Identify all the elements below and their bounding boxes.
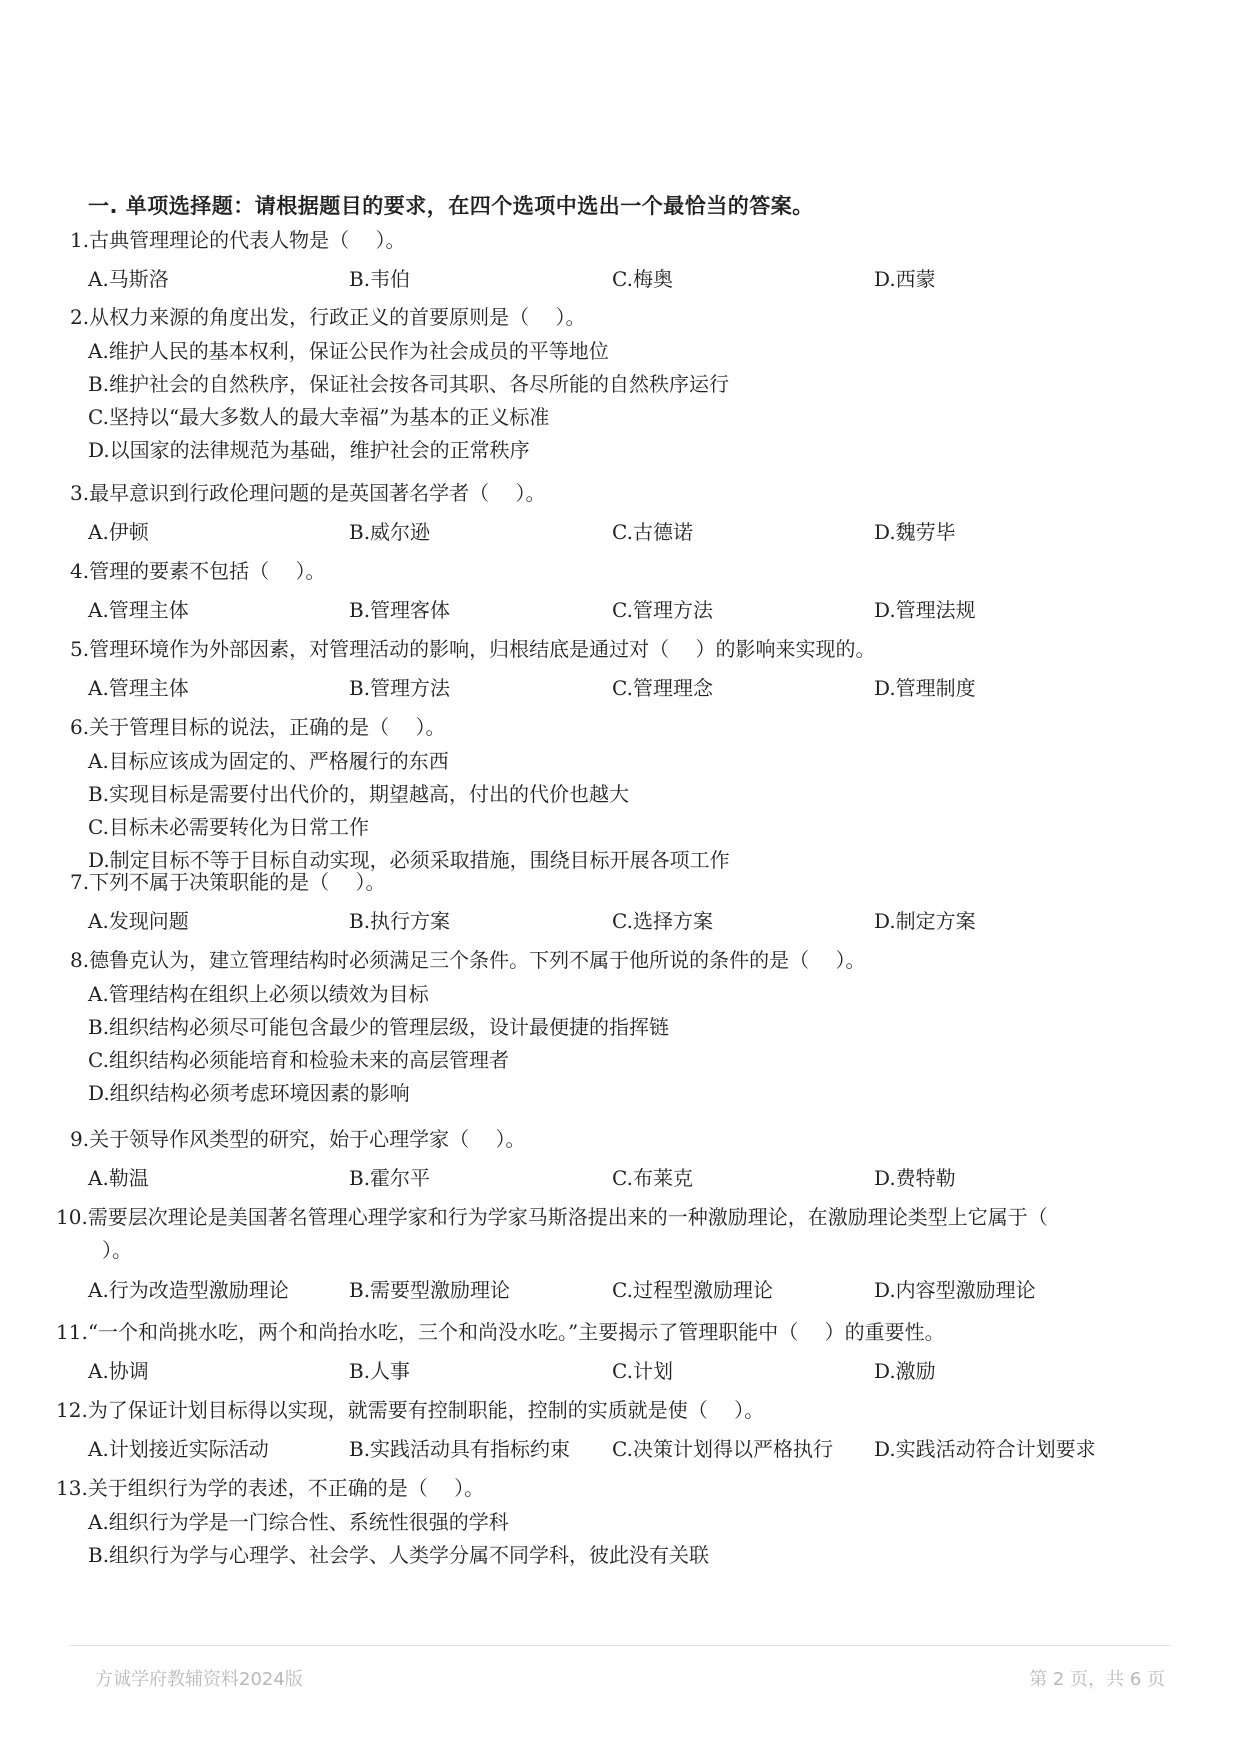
option-b: B.组织结构必须尽可能包含最少的管理层级，设计最便捷的指挥链: [88, 1015, 670, 1039]
question-text: 关于领导作风类型的研究，始于心理学家（ ）。: [89, 1127, 526, 1151]
option-b: B.组织行为学与心理学、社会学、人类学分属不同学科，彼此没有关联: [88, 1543, 710, 1567]
question-text: 关于组织行为学的表述，不正确的是（ ）。: [87, 1476, 485, 1500]
question-text: 最早意识到行政伦理问题的是英国著名学者（ ）。: [89, 481, 546, 505]
question-text: 古典管理理论的代表人物是（ ）。: [89, 228, 406, 252]
option-a: A.管理主体: [88, 598, 189, 622]
option-d: D.费特勒: [874, 1166, 956, 1190]
question-stem: [56, 1204, 1048, 1230]
option-b: B.管理方法: [349, 676, 451, 700]
option-b: B.实践活动具有指标约束: [349, 1437, 571, 1461]
question-number: 12.: [56, 1398, 88, 1422]
option-a: A.管理主体: [88, 676, 189, 700]
option-d: D.组织结构必须考虑环境因素的影响: [88, 1081, 410, 1105]
option-d: D.实践活动符合计划要求: [874, 1437, 1096, 1461]
question-number: 13.: [56, 1476, 88, 1500]
question-text: 管理的要素不包括（ ）。: [89, 559, 326, 583]
option-b: B.实现目标是需要付出代价的，期望越高，付出的代价也越大: [88, 782, 630, 806]
question-stem: [70, 636, 875, 662]
option-d: D.制定方案: [874, 909, 976, 933]
question-text: “一个和尚挑水吃，两个和尚抬水吃，三个和尚没水吃。”主要揭示了管理职能中（ ）的重要性。: [87, 1320, 945, 1344]
option-c: C.布莱克: [612, 1166, 693, 1190]
section-title: 一. 单项选择题：请根据题目的要求，在四个选项中选出一个最恰当的答案。: [88, 194, 814, 218]
question-number: 3.: [70, 481, 90, 505]
footer-page-number: 第 2 页，共 6 页: [1029, 1669, 1165, 1690]
option-b: B.维护社会的自然秩序，保证社会按各司其职、各尽所能的自然秩序运行: [88, 372, 730, 396]
option-d: D.管理法规: [874, 598, 976, 622]
question-stem: [56, 1319, 945, 1345]
option-a: A.组织行为学是一门综合性、系统性很强的学科: [88, 1510, 509, 1534]
option-c: C.管理方法: [612, 598, 713, 622]
question-number: 6.: [70, 715, 90, 739]
option-a: A.管理结构在组织上必须以绩效为目标: [88, 982, 429, 1006]
question-text: 需要层次理论是美国著名管理心理学家和行为学家马斯洛提出来的一种激励理论，在激励理论类型上它属于（: [87, 1205, 1048, 1229]
option-d: D.内容型激励理论: [874, 1278, 1036, 1302]
question-text: 为了保证计划目标得以实现，就需要有控制职能，控制的实质就是使（ ）。: [87, 1398, 765, 1422]
footer-source: 方诚学府教辅资料2024版: [95, 1669, 303, 1690]
option-c: C.决策计划得以严格执行: [612, 1437, 833, 1461]
question-text: 关于管理目标的说法，正确的是（ ）。: [89, 715, 446, 739]
option-a: A.伊顿: [88, 520, 149, 544]
option-d: D.以国家的法律规范为基础，维护社会的正常秩序: [88, 438, 530, 462]
option-a: A.勒温: [88, 1166, 149, 1190]
option-c: C.坚持以“最大多数人的最大幸福”为基本的正义标准: [88, 405, 550, 429]
question-number: 2.: [70, 305, 90, 329]
question-number: 1.: [70, 228, 90, 252]
question-number: 7.: [70, 870, 90, 894]
question-number: 10.: [56, 1205, 88, 1229]
question-text: 管理环境作为外部因素，对管理活动的影响，归根结底是通过对（ ）的影响来实现的。: [89, 637, 876, 661]
question-stem: [70, 869, 385, 895]
option-a: A.马斯洛: [88, 267, 169, 291]
option-c: C.古德诺: [612, 520, 693, 544]
option-d: D.激励: [874, 1359, 936, 1383]
option-a: A.目标应该成为固定的、严格履行的东西: [88, 749, 449, 773]
question-stem: [56, 1397, 764, 1423]
question-stem: [70, 227, 405, 253]
option-d: D.西蒙: [874, 267, 936, 291]
question-number: 9.: [70, 1127, 90, 1151]
option-b: B.管理客体: [349, 598, 451, 622]
option-a: A.协调: [88, 1359, 149, 1383]
question-number: 8.: [70, 948, 90, 972]
option-c: C.选择方案: [612, 909, 713, 933]
option-d: D.管理制度: [874, 676, 976, 700]
question-stem: [70, 558, 325, 584]
option-a: A.计划接近实际活动: [88, 1437, 269, 1461]
question-stem: [56, 1475, 484, 1501]
question-text: 从权力来源的角度出发，行政正义的首要原则是（ ）。: [89, 305, 586, 329]
option-c: C.过程型激励理论: [612, 1278, 773, 1302]
option-b: B.执行方案: [349, 909, 451, 933]
option-d: D.制定目标不等于目标自动实现，必须采取措施，围绕目标开展各项工作: [88, 848, 730, 872]
option-a: A.维护人民的基本权利，保证公民作为社会成员的平等地位: [88, 339, 609, 363]
option-a: A.行为改造型激励理论: [88, 1278, 289, 1302]
footer-divider: [70, 1645, 1170, 1646]
option-d: D.魏劳毕: [874, 520, 956, 544]
question-stem: [70, 947, 865, 973]
option-c: C.管理理念: [612, 676, 713, 700]
question-number: 5.: [70, 637, 90, 661]
question-stem: [70, 714, 445, 740]
question-stem: [70, 1126, 525, 1152]
option-c: C.计划: [612, 1359, 673, 1383]
option-c: C.梅奥: [612, 267, 673, 291]
option-b: B.需要型激励理论: [349, 1278, 511, 1302]
question-text-continued: ）。: [102, 1238, 132, 1262]
option-b: B.霍尔平: [349, 1166, 431, 1190]
question-text: 下列不属于决策职能的是（ ）。: [89, 870, 386, 894]
option-b: B.人事: [349, 1359, 411, 1383]
question-number: 4.: [70, 559, 90, 583]
question-stem: [70, 304, 585, 330]
question-stem: [70, 480, 545, 506]
option-a: A.发现问题: [88, 909, 189, 933]
option-c: C.目标未必需要转化为日常工作: [88, 815, 369, 839]
question-text: 德鲁克认为，建立管理结构时必须满足三个条件。下列不属于他所说的条件的是（ ）。: [89, 948, 866, 972]
option-b: B.韦伯: [349, 267, 411, 291]
option-b: B.威尔逊: [349, 520, 431, 544]
question-number: 11.: [56, 1320, 88, 1344]
option-c: C.组织结构必须能培育和检验未来的高层管理者: [88, 1048, 509, 1072]
